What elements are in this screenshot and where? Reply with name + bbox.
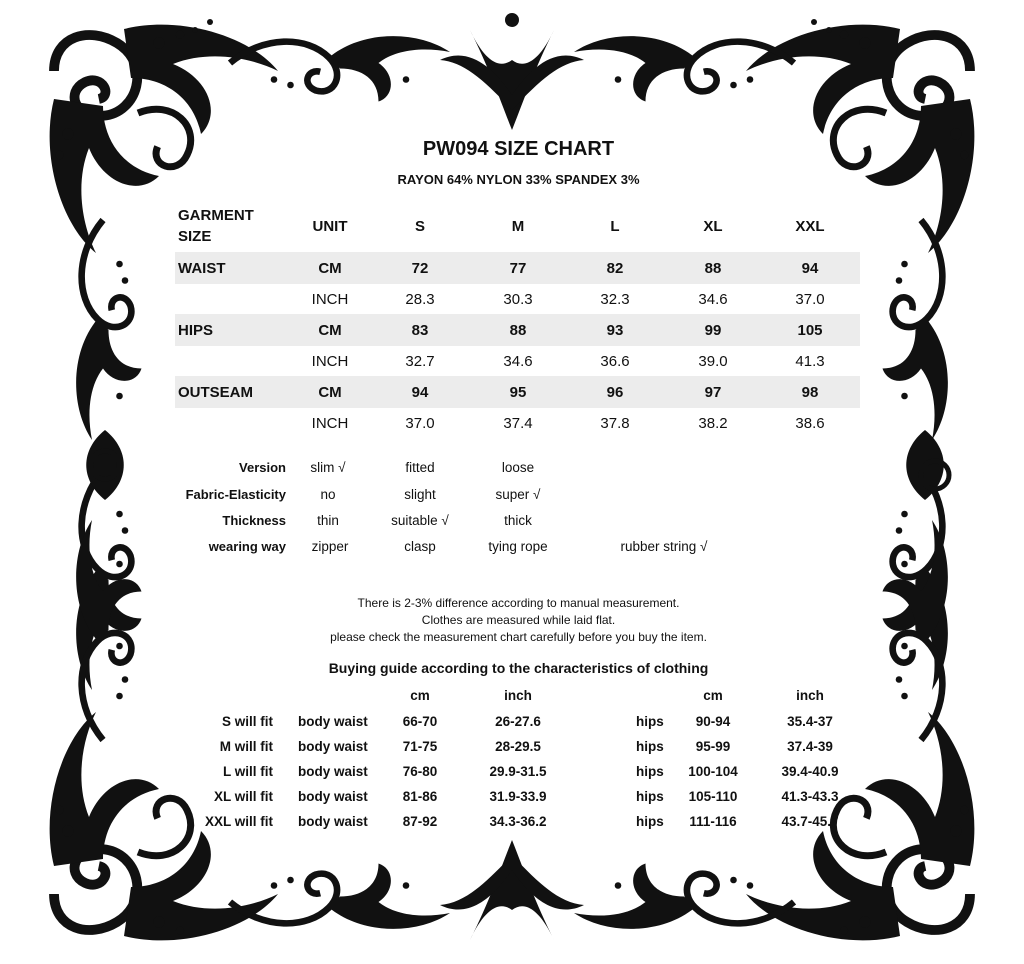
unit-header: UNIT [312, 217, 348, 235]
note-line: please check the measurement chart carefully before you buy the item. [330, 630, 707, 644]
guide-waist-inch: 29.9-31.5 [489, 764, 547, 779]
guide-waist-label: body waist [298, 814, 368, 829]
guide-header-hips-inch: inch [796, 688, 824, 703]
value-cell: 94 [411, 383, 429, 401]
value-cell: 99 [704, 321, 722, 339]
value-cell: 94 [801, 259, 819, 277]
buying-guide-title: Buying guide according to the characteristics of clothing [328, 660, 709, 676]
guide-hips-cm: 105-110 [688, 789, 738, 804]
attribute-option: thick [504, 513, 532, 528]
value-cell: 38.2 [698, 414, 728, 432]
guide-waist-cm: 66-70 [402, 714, 438, 729]
value-cell: 88 [704, 259, 722, 277]
attribute-label-version: Version [239, 460, 286, 475]
fabric-composition: RAYON 64% NYLON 33% SPANDEX 3% [397, 172, 640, 187]
guide-waist-cm: 76-80 [402, 764, 438, 779]
unit-cell: CM [318, 321, 342, 339]
unit-cell: INCH [311, 290, 349, 308]
value-cell: 37.4 [503, 414, 533, 432]
chart-title: PW094 SIZE CHART [422, 138, 615, 160]
guide-hips-label: hips [636, 764, 664, 779]
value-cell: 38.6 [795, 414, 825, 432]
guide-hips-label: hips [636, 714, 664, 729]
table-row-hips-cm [175, 314, 860, 346]
table-row-outseam-cm [175, 376, 860, 408]
value-cell: 82 [606, 259, 624, 277]
value-cell: 34.6 [503, 352, 533, 370]
guide-header-waist-inch: inch [504, 688, 532, 703]
unit-cell: INCH [311, 414, 349, 432]
attribute-label-elasticity: Fabric-Elasticity [185, 487, 286, 502]
value-cell: 77 [509, 259, 527, 277]
guide-size: L will fit [223, 764, 273, 779]
guide-hips-cm: 95-99 [695, 739, 731, 754]
attribute-option: zipper [311, 539, 349, 554]
value-cell: 98 [801, 383, 819, 401]
table-row-waist-cm [175, 252, 860, 284]
attribute-option: fitted [405, 460, 435, 475]
table-row-outseam-inch [175, 408, 860, 438]
garment-size-header: GARMENT SIZE [178, 207, 254, 245]
unit-cell: CM [318, 383, 342, 401]
guide-waist-label: body waist [298, 789, 368, 804]
guide-header-waist-cm: cm [410, 688, 430, 703]
value-cell: 41.3 [795, 352, 825, 370]
guide-waist-inch: 28-29.5 [495, 739, 541, 754]
attribute-option: thin [317, 513, 339, 528]
value-cell: 37.0 [795, 290, 825, 308]
value-cell: 105 [797, 321, 823, 339]
measure-label: WAIST [178, 259, 226, 277]
value-cell: 30.3 [503, 290, 533, 308]
value-cell: 83 [411, 321, 429, 339]
table-row-waist-inch [175, 284, 860, 314]
note-line: Clothes are measured while laid flat. [421, 613, 616, 627]
table-row-hips-inch [175, 346, 860, 376]
value-cell: 88 [509, 321, 527, 339]
guide-waist-inch: 26-27.6 [495, 714, 541, 729]
value-cell: 34.6 [698, 290, 728, 308]
value-cell: 95 [509, 383, 527, 401]
value-cell: 39.0 [698, 352, 728, 370]
size-header-xxl: XXL [795, 217, 825, 235]
attribute-option: tying rope [488, 539, 548, 554]
value-cell: 97 [704, 383, 722, 401]
measure-label: OUTSEAM [178, 383, 253, 401]
attribute-option: rubber string √ [620, 539, 708, 554]
guide-size: S will fit [221, 714, 273, 729]
unit-cell: INCH [311, 352, 349, 370]
attribute-label-thickness: Thickness [222, 513, 286, 528]
size-header-l: L [610, 217, 620, 235]
guide-waist-cm: 81-86 [402, 789, 438, 804]
guide-waist-label: body waist [298, 739, 368, 754]
unit-cell: CM [318, 259, 342, 277]
note-line: There is 2-3% difference according to manual measurement. [357, 596, 680, 610]
guide-size: M will fit [219, 739, 273, 754]
value-cell: 32.7 [405, 352, 435, 370]
measure-label: HIPS [178, 321, 214, 339]
guide-waist-label: body waist [298, 714, 368, 729]
guide-hips-label: hips [636, 789, 664, 804]
attribute-option: suitable √ [391, 513, 449, 528]
guide-hips-cm: 100-104 [688, 764, 738, 779]
guide-hips-cm: 90-94 [695, 714, 731, 729]
attribute-option: super √ [495, 487, 541, 502]
guide-hips-inch: 43.7-45.7 [781, 814, 839, 829]
attribute-label-wearing-way: wearing way [208, 539, 286, 554]
size-header-m: M [511, 217, 525, 235]
guide-header-hips-cm: cm [703, 688, 723, 703]
guide-waist-cm: 71-75 [402, 739, 438, 754]
table-header-row [175, 200, 860, 252]
attribute-option: slight [404, 487, 436, 502]
guide-waist-cm: 87-92 [402, 814, 438, 829]
guide-hips-inch: 41.3-43.3 [781, 789, 839, 804]
size-header-s: S [414, 217, 425, 235]
guide-size: XL will fit [213, 789, 273, 804]
attribute-option: clasp [404, 539, 436, 554]
guide-hips-label: hips [636, 739, 664, 754]
value-cell: 96 [606, 383, 624, 401]
guide-hips-inch: 35.4-37 [787, 714, 833, 729]
guide-waist-inch: 31.9-33.9 [489, 789, 547, 804]
size-table [175, 200, 860, 438]
guide-waist-inch: 34.3-36.2 [489, 814, 547, 829]
guide-waist-label: body waist [298, 764, 368, 779]
value-cell: 28.3 [405, 290, 435, 308]
value-cell: 37.8 [600, 414, 630, 432]
value-cell: 36.6 [600, 352, 630, 370]
attribute-option: slim √ [310, 460, 346, 475]
value-cell: 93 [606, 321, 624, 339]
value-cell: 72 [411, 259, 429, 277]
guide-hips-cm: 111-116 [689, 814, 737, 829]
value-cell: 32.3 [600, 290, 630, 308]
attribute-option: no [320, 487, 336, 502]
guide-hips-label: hips [636, 814, 664, 829]
guide-size: XXL will fit [204, 814, 273, 829]
size-header-xl: XL [703, 217, 723, 235]
guide-hips-inch: 37.4-39 [787, 739, 833, 754]
attribute-option: loose [501, 460, 535, 475]
guide-hips-inch: 39.4-40.9 [781, 764, 839, 779]
value-cell: 37.0 [405, 414, 435, 432]
